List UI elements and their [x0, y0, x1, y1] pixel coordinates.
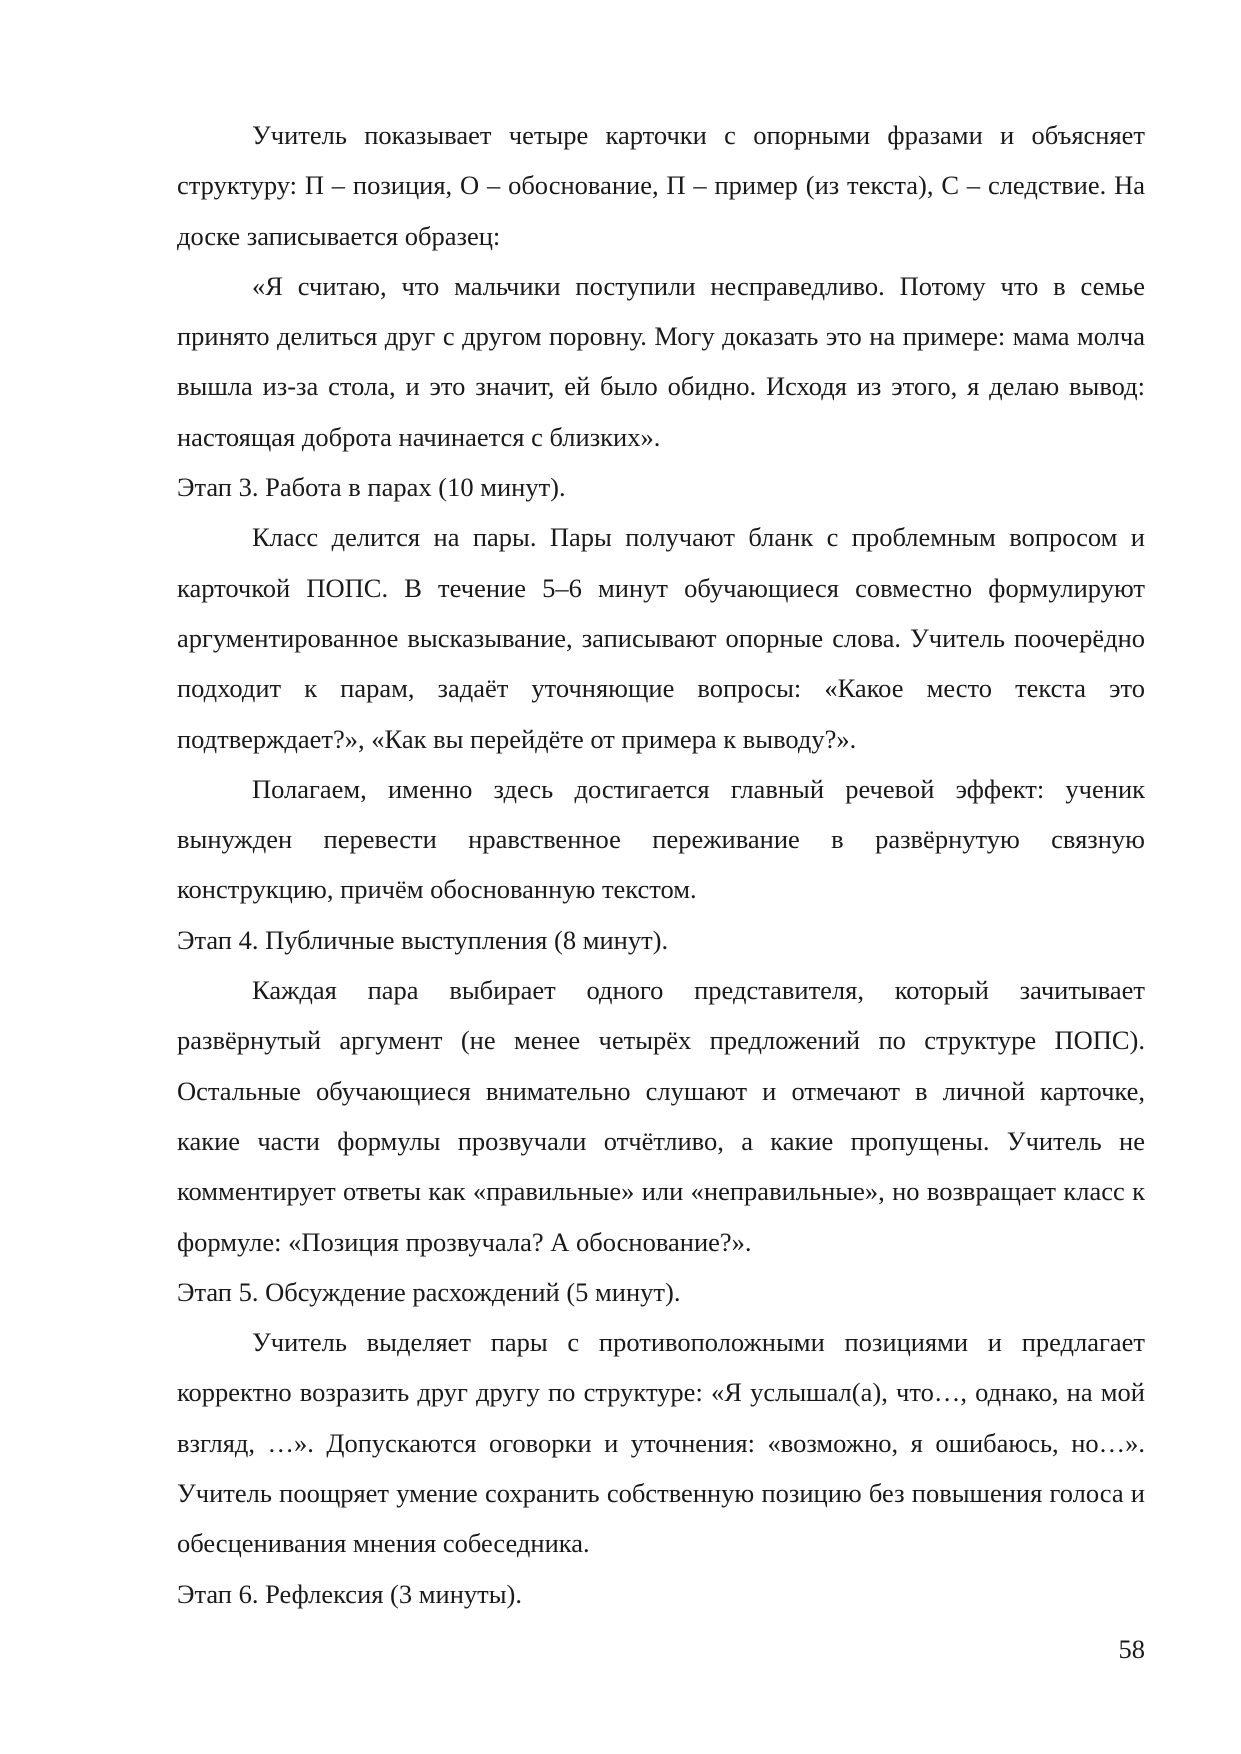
paragraph: Учитель выделяет пары с противоположными позициями и предлагает корректно возразить друг другу по структуре: «Я услышал(а), что…, однако, на мой взгляд, …». Допускаются оговорки и уточнения: «возможно, я ошибаюсь, но…». Учитель поощряет умение сохранить собственную позицию без повышения голоса и обесценивания мнения собеседника.: [177, 1327, 1145, 1559]
stage-heading: Этап 4. Публичные выступления (8 минут).: [177, 924, 669, 955]
stage-heading: Этап 5. Обсуждение расхождений (5 минут).: [177, 1276, 681, 1307]
paragraph: Полагаем, именно здесь достигается главный речевой эффект: ученик вынужден перевести нравственное переживание в развёрнутую связную конструкцию, причём обоснованную текстом.: [177, 773, 1145, 905]
stage-heading: Этап 3. Работа в парах (10 минут).: [177, 472, 566, 503]
stage-heading: Этап 6. Рефлексия (3 минуты).: [177, 1578, 522, 1609]
body-text: [177, 110, 1145, 1619]
quote-paragraph: «Я считаю, что мальчики поступили несправедливо. Потому что в семье принято делиться друг с другом поровну. Могу доказать это на примере: мама молча вышла из-за стола, и это значит, ей было обидно. Исходя из этого, я делаю вывод: настоящая доброта начинается с близких».: [177, 270, 1145, 452]
page-number: 58: [1118, 1634, 1145, 1664]
paragraph: Учитель показывает четыре карточки с опорными фразами и объясняет структуру: П – позиция, О – обоснование, П – пример (из текста), С – следствие. На доске записывается образец:: [177, 120, 1145, 251]
paragraph: Класс делится на пары. Пары получают бланк с проблемным вопросом и карточкой ПОПС. В течение 5–6 минут обучающиеся совместно формулируют аргументированное высказывание, записывают опорные слова. Учитель поочерёдно подходит к парам, задаёт уточняющие вопросы: «Какое место текста это подтверждает?», «Как вы перейдёте от примера к выводу?».: [177, 522, 1145, 754]
paragraph: Каждая пара выбирает одного представителя, который зачитывает развёрнутый аргумент (не менее четырёх предложений по структуре ПОПС). Остальные обучающиеся внимательно слушают и отмечают в личной карточке, какие части формулы прозвучали отчётливо, а какие пропущены. Учитель не комментирует ответы как «правильные» или «неправильные», но возвращает класс к формуле: «Позиция прозвучала? А обоснование?».: [177, 975, 1145, 1257]
